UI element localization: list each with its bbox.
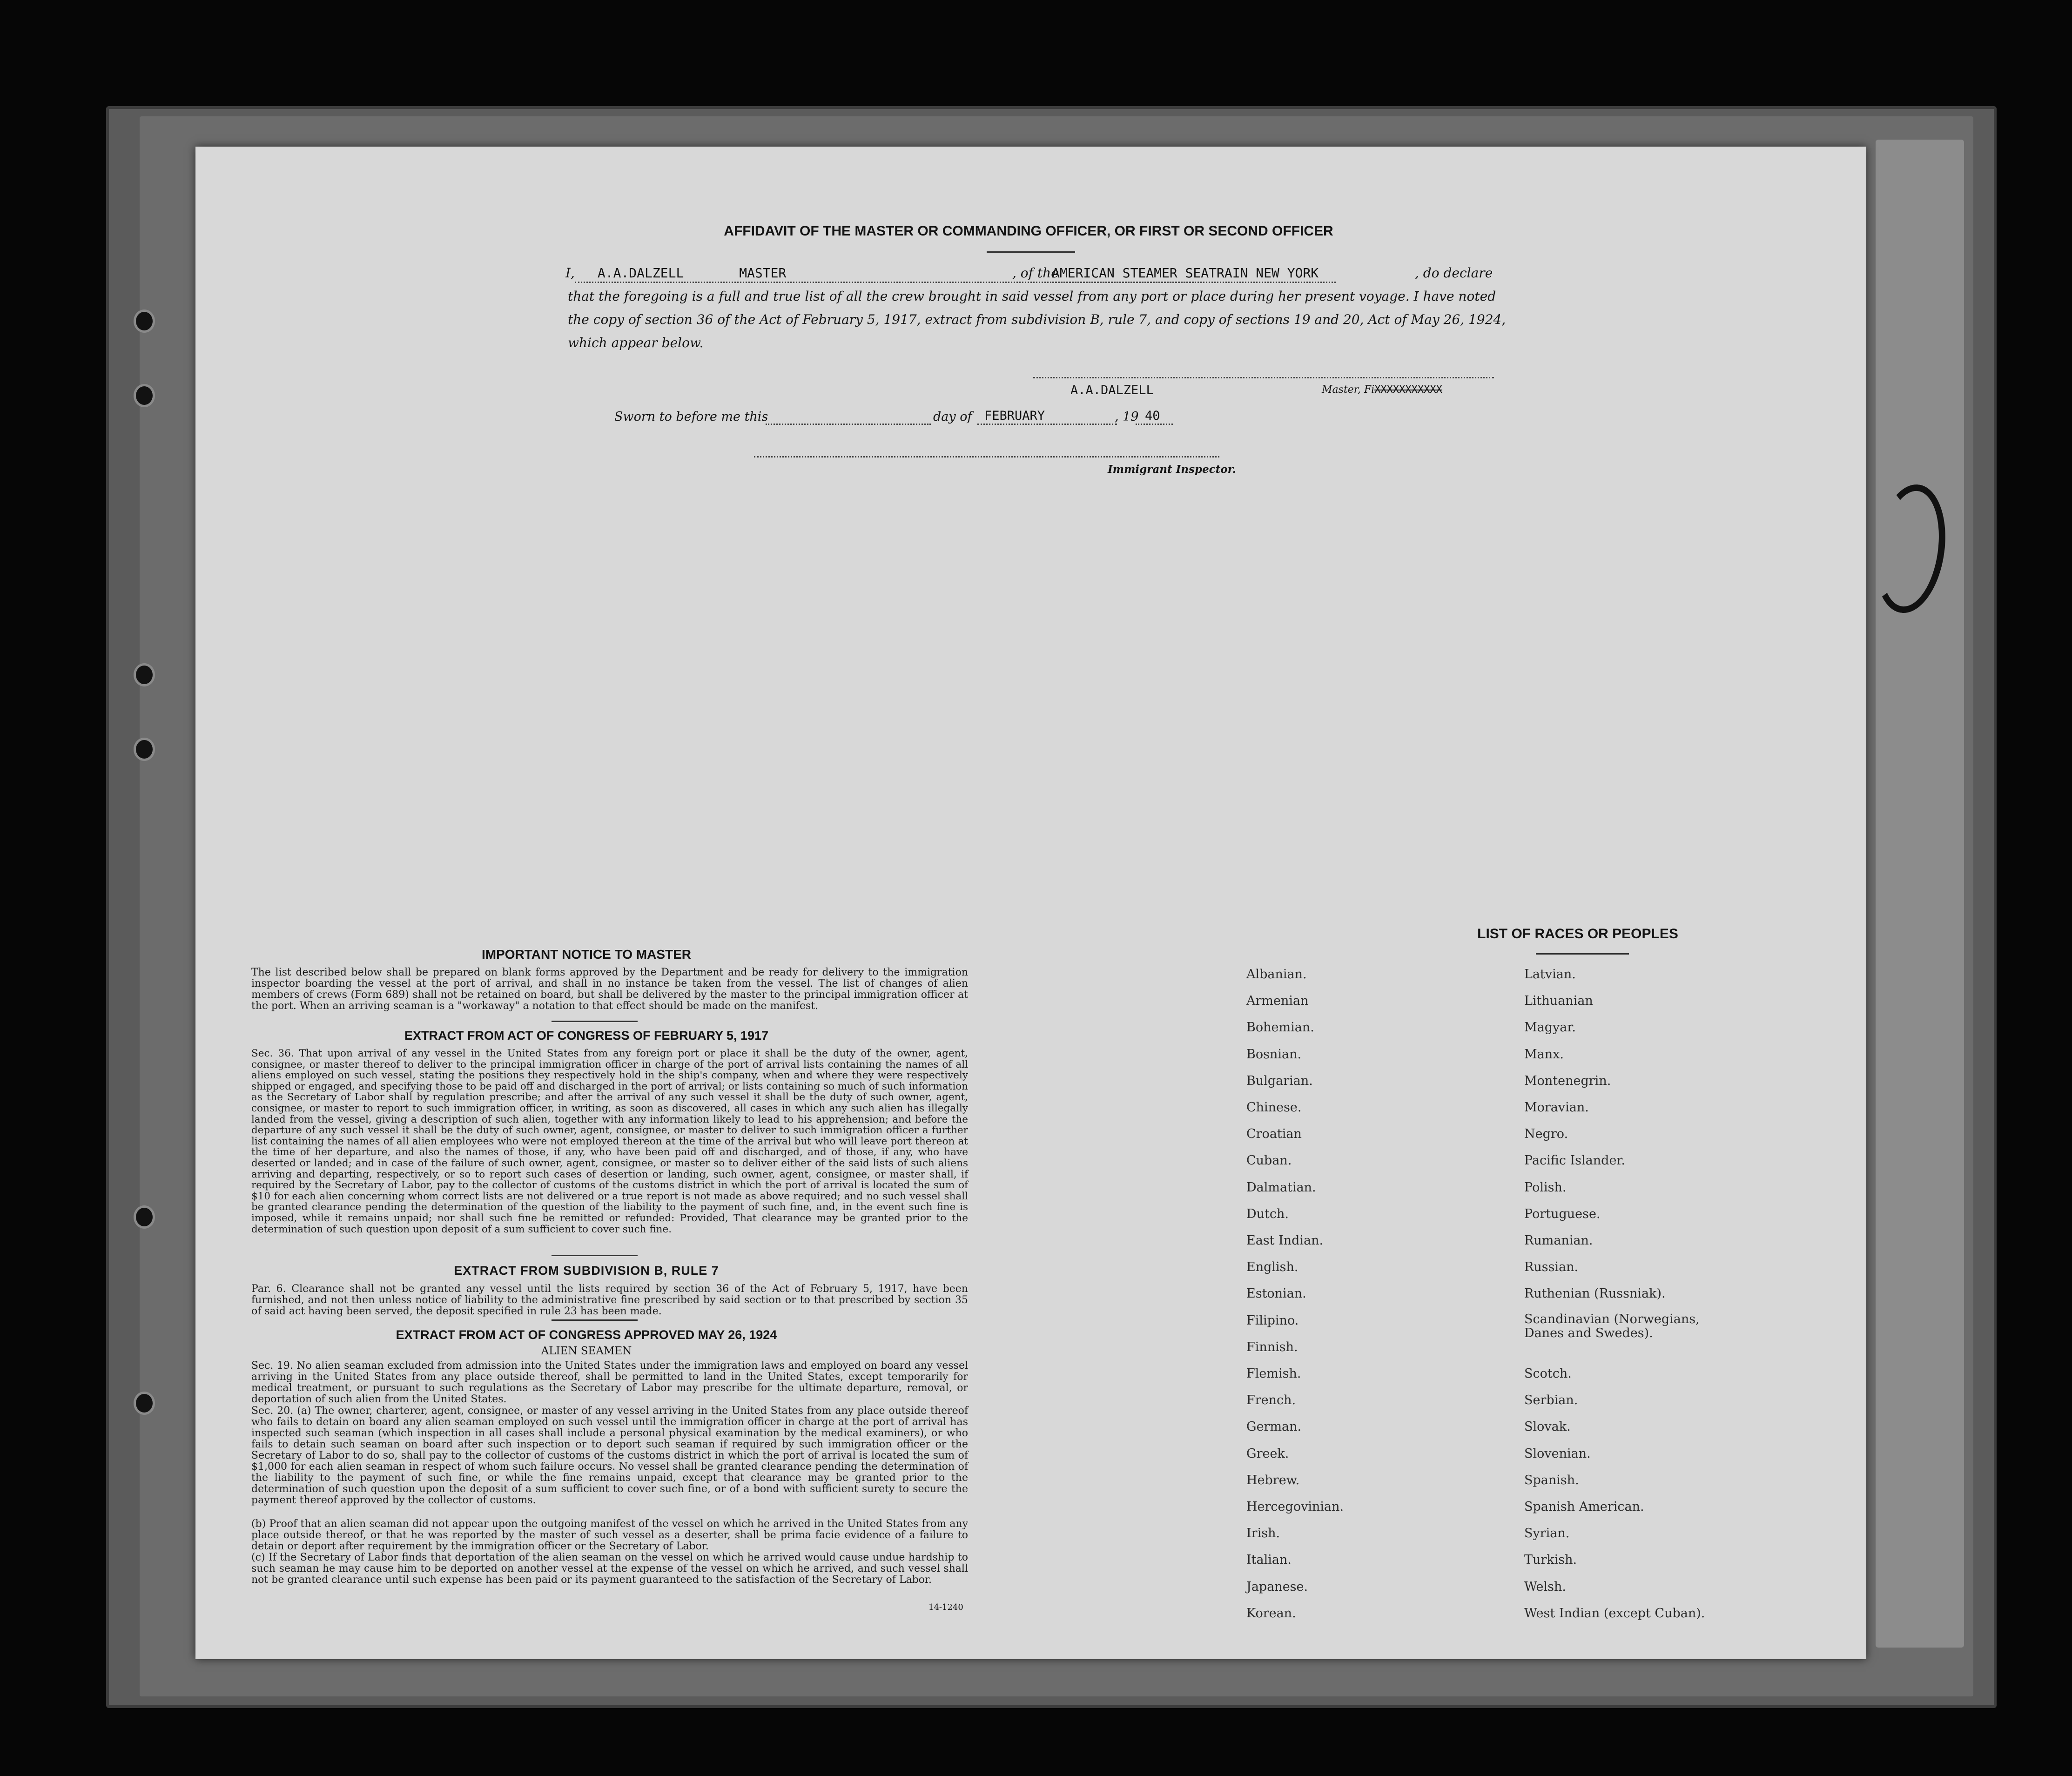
vessel-fill-line — [1052, 282, 1336, 283]
race-list-item: Italian. — [1246, 1553, 1292, 1567]
vessel-name-typed: AMERICAN STEAMER SEATRAIN NEW YORK — [1052, 265, 1319, 281]
race-list-item: Greek. — [1246, 1446, 1289, 1461]
race-list-item: Finnish. — [1246, 1339, 1298, 1354]
extract-rule7-title: EXTRACT FROM SUBDIVISION B, RULE 7 — [454, 1264, 719, 1278]
race-list-item: Polish. — [1524, 1180, 1567, 1195]
punch-hole-icon — [134, 309, 155, 333]
races-divider — [1536, 953, 1629, 955]
race-list-item: Scotch. — [1524, 1366, 1572, 1381]
race-list-item: Spanish American. — [1524, 1500, 1644, 1514]
extract-1917-title: EXTRACT FROM ACT OF CONGRESS OF FEBRUARY 5, 1917 — [404, 1029, 769, 1043]
race-list-item: Japanese. — [1246, 1579, 1308, 1594]
sworn-year-prefix: , 19 — [1115, 410, 1139, 424]
race-list-item: Moravian. — [1524, 1100, 1589, 1115]
race-list-item: Spanish. — [1524, 1473, 1579, 1487]
extract-1924-sec20b: (b) Proof that an alien seaman did not appear upon the outgoing manifest of the vessel on which he arrived in the United States from any place outside thereof, or that he was reported by the master of such vessel as a deserter, shall be prima facie evidence of a failure to detain or deport after requirement by the immigration officer or the Secretary of Labor. — [251, 1518, 968, 1552]
punch-hole-icon — [134, 1392, 155, 1415]
race-list-item: Bulgarian. — [1246, 1073, 1313, 1088]
sworn-year-typed: 40 — [1145, 409, 1160, 423]
race-list-item: Manx. — [1524, 1047, 1564, 1062]
punch-hole-icon — [134, 738, 155, 761]
manifest-page — [195, 147, 1866, 1659]
race-list-item: Latvian. — [1524, 967, 1576, 982]
race-list-item: Chinese. — [1246, 1100, 1302, 1115]
race-list-item: English. — [1246, 1260, 1298, 1275]
extract-1924-subtitle: ALIEN SEAMEN — [541, 1345, 632, 1357]
race-list-item: Portuguese. — [1524, 1206, 1601, 1221]
race-list-item: French. — [1246, 1393, 1296, 1408]
form-number: 14-1240 — [928, 1602, 963, 1612]
signature-typed: A.A.DALZELL — [1070, 383, 1154, 397]
sworn-month-line — [977, 424, 1117, 425]
extract-rule7-body: Par. 6. Clearance shall not be granted any vessel until the lists required by section 36 of the Act of February 5, 1917, have been furnished, and not then unless notice of liability to the administrative fine prescribed by said section or to that prescribed by section 35 of said act having been served, the deposit specified in rule 23 has been made. — [251, 1283, 968, 1317]
affidavit-title: AFFIDAVIT OF THE MASTER OR COMMANDING OFFICER, OR FIRST OR SECOND OFFICER — [724, 223, 1333, 239]
race-list-item: Dutch. — [1246, 1206, 1289, 1221]
signature-role: Master, FiXXXXXXXXXXX — [1322, 384, 1442, 396]
race-list-item: Armenian — [1246, 994, 1309, 1009]
race-list-item: Syrian. — [1524, 1526, 1570, 1541]
master-name-typed: A.A.DALZELL — [597, 265, 684, 281]
race-list-item: Estonian. — [1246, 1286, 1306, 1301]
race-list-item: German. — [1246, 1419, 1302, 1434]
race-list-item: Filipino. — [1246, 1313, 1299, 1328]
race-list-item: East Indian. — [1246, 1233, 1324, 1248]
race-list-item: Slovenian. — [1524, 1446, 1591, 1461]
notice-body: The list described below shall be prepared on blank forms approved by the Department and be ready for delivery to the immigration inspector boarding the vessel at the port of arrival, and shall in no instance be taken from the vessel. The list of changes of alien members of crews (Form 689) shall not be retained on board, but shall be delivered by the master to the principal immigration officer at the port. When an arriving seaman is a "workaway" a notation to that effect should be made on the manifest. — [251, 967, 968, 1012]
punch-hole-icon — [134, 1205, 155, 1229]
sworn-month-typed: FEBRUARY — [984, 409, 1045, 423]
notice-title: IMPORTANT NOTICE TO MASTER — [481, 947, 692, 962]
race-list-item: West Indian (except Cuban). — [1524, 1606, 1705, 1621]
race-list-item: Pacific Islander. — [1524, 1153, 1625, 1168]
extract-1924-sec20a: Sec. 20. (a) The owner, charterer, agent, consignee, or master of any vessel arriving in the United States from any place outside thereof who fails to detain on board any alien seaman employed on such vessel until the immigration officer in charge at the port of arrival has inspected such seaman (which inspection in all cases shall include a personal physical examination by the medical examiners), or who fails to detain such seaman on board after such inspection or to deport such seaman if required by such immigration officer or the Secretary of Labor to do so, shall pay to the collector of customs of the customs district in which the port of arrival is located the sum of $1,000 for each alien seaman in respect of whom such failure occurs. No vessel shall be granted clearance pending the determination of the liability to the payment of such fine, or while the fine remains unpaid, except that clearance may be granted prior to the determination of such question upon the deposit of a sum sufficient to cover such fine, or of a bond with sufficient surety to secure the payment thereof approved by the collector of customs. — [251, 1405, 968, 1506]
race-list-item: Ruthenian (Russniak). — [1524, 1286, 1666, 1301]
race-list-item: Scandinavian (Norwegians, Danes and Swedes). — [1524, 1312, 1700, 1340]
race-list-item: Flemish. — [1246, 1366, 1301, 1381]
binder-sheet-edges — [1876, 140, 1964, 1648]
extract-1917-body: Sec. 36. That upon arrival of any vessel in the United States from any foreign port or place it shall be the duty of the owner, agent, consignee, or master thereof to deliver to the principal immigration officer in charge of the port of arrival lists containing the names of all aliens employed on such vessel, stating the positions they respectively hold in the ship's company, when and where they were respectively shipped or engaged, and specifying those to be paid off and discharged in the port of arrival; or lists containing so much of such information as the Secretary of Labor shall by regulation prescribe; and after the arrival of any such vessel it shall be the duty of such owner, agent, consignee, or master to report to such immigration officer, in writing, as soon as discovered, all cases in which any such alien has illegally landed from the vessel, giving a description of such alien, together with any information likely to lead to his apprehension; and before the departure of any such vessel it shall be the duty of such owner, agent, consignee, or master to deliver to such immigration officer a further list containing the names of all alien employees who were not employed thereon at the time of the arrival but who will leave port thereon at the time of her departure, and also the names of those, if any, who have been paid off and discharged, and of those, if any, who have deserted or landed; and in case of the failure of such owner, agent, consignee, or master so to deliver either of the said lists of such aliens arriving and departing, respectively, or so to report such cases of desertion or landing, such owner, agent, consignee, or master shall, if required by the Secretary of Labor, pay to the collector of customs of the customs district in which the port of arrival is located the sum of $10 for each alien concerning whom correct lists are not delivered or a true report is not made as above required; and no such vessel shall be granted clearance pending the determination of the question of the liability to the payment of such fine, and, in the event such fine is imposed, while it remains unpaid; nor shall such fine be remitted or refunded: Provided, That clearance may be granted prior to the determination of such question upon deposit of a sum sufficient to cover such fine. — [251, 1048, 968, 1235]
sworn-day-of: day of — [933, 410, 972, 424]
punch-hole-icon — [134, 384, 155, 407]
race-list-item: Cuban. — [1246, 1153, 1292, 1168]
extract-1924-sec19: Sec. 19. No alien seaman excluded from admission into the United States under the immigration laws and employed on board any vessel arriving in the United States from any place outside thereof, shall be permitted to land in the United States, except temporarily for medical treatment, or pursuant to such regulations as the Secretary of Labor may prescribe for the ultimate departure, removal, or deportation of such alien from the United States. — [251, 1360, 968, 1405]
race-list-item: Lithuanian — [1524, 994, 1593, 1009]
extract-1924-sec20c: (c) If the Secretary of Labor finds that deportation of the alien seaman on the vessel on which he arrived would cause undue hardship to such seaman he may cause him to be deported on another vessel at the expense of the vessel on which he arrived, and such vessel shall not be granted clearance until such expense has been paid or its payment guaranteed to the satisfaction of the Secretary of Labor. — [251, 1552, 968, 1586]
extract-1924-title: EXTRACT FROM ACT OF CONGRESS APPROVED MAY 26, 1924 — [396, 1328, 777, 1342]
race-list-item: Negro. — [1524, 1127, 1568, 1142]
notice-divider — [552, 1021, 638, 1022]
sworn-day-line — [766, 424, 931, 425]
extract-rule7-divider — [552, 1319, 638, 1321]
do-declare-label: , do declare — [1415, 265, 1493, 281]
race-list-item: Rumanian. — [1524, 1233, 1593, 1248]
race-list-item: Hebrew. — [1246, 1473, 1300, 1487]
race-list-item: Magyar. — [1524, 1020, 1576, 1035]
race-list-item: Montenegrin. — [1524, 1073, 1611, 1088]
race-list-item: Bosnian. — [1246, 1047, 1302, 1062]
race-list-item: Welsh. — [1524, 1579, 1566, 1594]
race-list-item: Irish. — [1246, 1526, 1280, 1541]
inspector-label: Immigrant Inspector. — [1108, 463, 1236, 476]
race-list-item: Croatian — [1246, 1127, 1302, 1142]
sworn-prefix: Sworn to before me this — [614, 410, 768, 424]
race-list-item: Korean. — [1246, 1606, 1296, 1621]
race-list-item: Dalmatian. — [1246, 1180, 1316, 1195]
race-list-item: Albanian. — [1246, 967, 1307, 982]
punch-hole-icon — [134, 663, 155, 686]
race-list-item: Bohemian. — [1246, 1020, 1314, 1035]
race-list-item: Serbian. — [1524, 1393, 1578, 1408]
race-list-item: Slovak. — [1524, 1419, 1571, 1434]
affidavit-line-2: that the foregoing is a full and true list of all the crew brought in said vessel from any port or place during her present voyage. I have noted — [568, 289, 1496, 304]
race-list-item: Turkish. — [1524, 1553, 1577, 1567]
of-the-label: , of the — [1012, 265, 1059, 281]
inspector-signature-line — [754, 456, 1219, 457]
races-title: LIST OF RACES OR PEOPLES — [1477, 926, 1678, 942]
title-divider — [987, 251, 1075, 253]
sworn-year-line — [1136, 424, 1173, 425]
race-list-item: Russian. — [1524, 1260, 1579, 1275]
race-list-item: Hercegovinian. — [1246, 1500, 1344, 1514]
affidavit-line-3: the copy of section 36 of the Act of February 5, 1917, extract from subdivision B, rule 7, and copy of sections 19 and 20, Act of May 26, 1924, — [568, 312, 1506, 327]
master-rank-typed: MASTER — [739, 265, 787, 281]
affidavit-line-4: which appear below. — [568, 335, 704, 350]
signature-line — [1033, 377, 1494, 378]
extract-1917-divider — [552, 1255, 638, 1256]
affidavit-line-1: I, A.A.DALZELL MASTER — [565, 265, 787, 281]
